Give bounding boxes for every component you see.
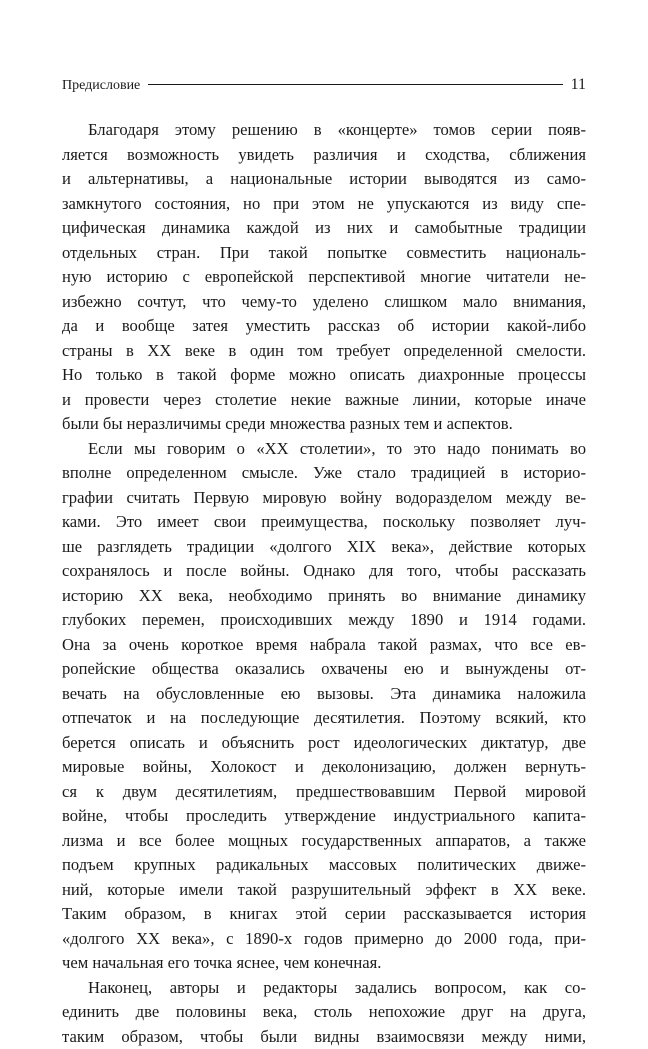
text-line: таким образом, чтобы были видны взаимосвязи между ними, bbox=[62, 1025, 586, 1049]
text-line: сохранялось и после войны. Однако для того, чтобы рассказать bbox=[62, 559, 586, 584]
running-head bbox=[62, 76, 586, 96]
text-line: Таким образом, в книгах этой серии рассказывается история bbox=[62, 902, 586, 927]
text-line: подъем крупных радикальных массовых политических движе- bbox=[62, 853, 586, 878]
text-line: ше разглядеть традиции «долгого XIX века», действие которых bbox=[62, 535, 586, 560]
text-line: историю XX века, необходимо принять во внимание динамику bbox=[62, 584, 586, 609]
text-line: единить две половины века, столь непохожие друг на друга, bbox=[62, 1000, 586, 1025]
text-line: замкнутого состояния, но при этом не упускаются из виду спе- bbox=[62, 192, 586, 217]
text-line: Она за очень короткое время набрала такой размах, что все ев- bbox=[62, 633, 586, 658]
text-line: «долгого XX века», с 1890-х годов примерно до 2000 года, при- bbox=[62, 927, 586, 952]
text-line: графии считать Первую мировую войну водоразделом между ве- bbox=[62, 486, 586, 511]
body-text bbox=[62, 118, 586, 1049]
text-line: и альтернативы, а национальные истории выводятся из само- bbox=[62, 167, 586, 192]
text-line: ропейские общества оказались охвачены ею и вынуждены от- bbox=[62, 657, 586, 682]
text-line: Наконец, авторы и редакторы задались вопросом, как со- bbox=[62, 976, 586, 1001]
text-line: ную историю с европейской перспективой многие читатели не- bbox=[62, 265, 586, 290]
text-line: ляется возможность увидеть различия и сходства, сближения bbox=[62, 143, 586, 168]
text-line: Если мы говорим о «XX столетии», то это надо понимать во bbox=[62, 437, 586, 462]
text-line: цифическая динамика каждой из них и самобытные традиции bbox=[62, 216, 586, 241]
running-head-title: Предисловие bbox=[62, 78, 140, 94]
text-line: войне, чтобы проследить утверждение индустриального капита- bbox=[62, 804, 586, 829]
text-line: чем начальная его точка яснее, чем конечная. bbox=[62, 951, 586, 976]
text-line: страны в XX веке в один том требует определенной смелости. bbox=[62, 339, 586, 364]
text-line: Благодаря этому решению в «концерте» томов серии появ- bbox=[62, 118, 586, 143]
running-head-rule bbox=[148, 84, 562, 85]
page-number: 11 bbox=[571, 76, 586, 94]
text-line: были бы неразличимы среди множества разных тем и аспектов. bbox=[62, 412, 586, 437]
text-line: вполне определенном смысле. Уже стало традицией в историо- bbox=[62, 461, 586, 486]
text-line: глубоких перемен, происходивших между 1890 и 1914 годами. bbox=[62, 608, 586, 633]
text-line: лизма и все более мощных государственных аппаратов, а также bbox=[62, 829, 586, 854]
text-line: Но только в такой форме можно описать диахронные процессы bbox=[62, 363, 586, 388]
text-line: мировые войны, Холокост и деколонизацию, должен вернуть- bbox=[62, 755, 586, 780]
text-line: отдельных стран. При такой попытке совместить националь- bbox=[62, 241, 586, 266]
text-line: ний, которые имели такой разрушительный эффект в XX веке. bbox=[62, 878, 586, 903]
text-line: вечать на обусловленные ею вызовы. Эта динамика наложила bbox=[62, 682, 586, 707]
text-line: и провести через столетие некие важные линии, которые иначе bbox=[62, 388, 586, 413]
text-line: отпечаток и на последующие десятилетия. Поэтому всякий, кто bbox=[62, 706, 586, 731]
text-line: избежно сочтут, что чему-то уделено слишком мало внимания, bbox=[62, 290, 586, 315]
text-line: берется описать и объяснить рост идеологических диктатур, две bbox=[62, 731, 586, 756]
text-line: ся к двум десятилетиям, предшествовавшим Первой мировой bbox=[62, 780, 586, 805]
text-line: ками. Это имеет свои преимущества, поскольку позволяет луч- bbox=[62, 510, 586, 535]
text-line: да и вообще затея уместить рассказ об истории какой-либо bbox=[62, 314, 586, 339]
